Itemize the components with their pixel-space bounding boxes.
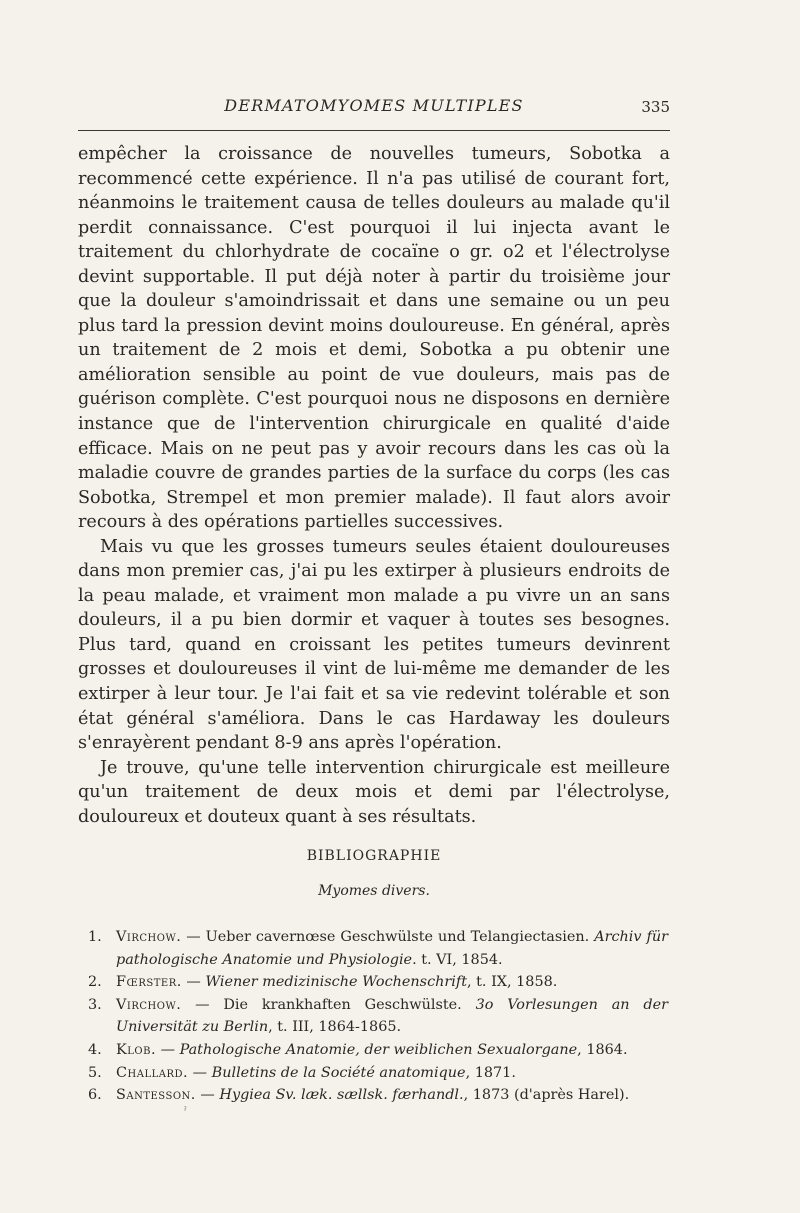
- entry-separator: —: [181, 974, 206, 991]
- entry-tail: , 1871.: [465, 1064, 516, 1081]
- entry-tail: , 1873 (d'après Harel).: [463, 1087, 630, 1104]
- entry-number: 1.: [88, 929, 102, 945]
- running-title: DERMATOMYOMES MULTIPLES: [224, 96, 524, 115]
- entry-work: Pathologische Anatomie, der weiblichen Sexualorgane: [179, 1041, 578, 1058]
- bibliography-entry: [88, 1039, 668, 1062]
- header-rule: [78, 130, 670, 131]
- bibliography-entry: [88, 994, 668, 1039]
- entry-work: Hygiea Sv. læk. sællsk. færhandl.: [219, 1087, 464, 1104]
- bibliography-entry: [88, 926, 668, 971]
- page-number: 335: [641, 98, 670, 116]
- bibliography-list: [88, 926, 668, 1107]
- entry-work: 3o Vorlesungen an der Universität zu Berlin: [116, 996, 669, 1036]
- paragraph: Je trouve, qu'une telle intervention chirurgicale est meilleure qu'un traitement de deux mois et demi par l'électrolyse, douloureux et douteux quant à ses résultats.: [78, 757, 670, 827]
- bibliography-subheading: Myomes divers.: [318, 883, 430, 899]
- entry-separator: —: [181, 929, 206, 945]
- entry-separator: —: [181, 996, 224, 1013]
- entry-text: Die krankhaften Geschwülste.: [223, 996, 476, 1013]
- entry-work: Bulletins de la Société anatomique: [211, 1064, 466, 1081]
- entry-author: Challard.: [116, 1064, 189, 1081]
- bibliography-heading: BIBLIOGRAPHIE: [306, 848, 442, 864]
- entry-author: Klob.: [116, 1041, 157, 1058]
- entry-number: 2.: [88, 974, 102, 991]
- entry-author: Virchow.: [116, 996, 182, 1013]
- entry-separator: —: [188, 1064, 212, 1081]
- bibliography-entry: [88, 971, 668, 994]
- page-header: [78, 92, 670, 122]
- stray-ink-mark: ˀ: [184, 1106, 187, 1117]
- entry-separator: —: [195, 1087, 220, 1104]
- entry-tail: , t. III, 1864-1865.: [268, 1019, 402, 1036]
- entry-tail: . t. VI, 1854.: [412, 951, 503, 968]
- entry-author: Santesson.: [116, 1087, 196, 1104]
- bibliography-entry: [88, 1084, 668, 1107]
- entry-tail: , t. IX, 1858.: [466, 974, 558, 991]
- entry-text: Ueber cavernœse Geschwülste und Telangiectasien.: [205, 929, 595, 945]
- entry-author: Virchow.: [116, 929, 182, 945]
- bibliography-entry: [88, 1062, 668, 1085]
- entry-number: 3.: [88, 996, 102, 1013]
- body-text: [78, 142, 670, 829]
- entry-separator: —: [156, 1041, 180, 1058]
- entry-number: 6.: [88, 1087, 102, 1104]
- paragraph: empêcher la croissance de nouvelles tumeurs, Sobotka a recommencé cette expérience. Il n'a pas utilisé de courant fort, néanmoins le traitement causa de telles douleurs au malade qu'il perdit connaissance. C'est pourquoi il lui injecta avant le traitement du chlorhydrate de cocaïne o gr. o2 et l'électrolyse devint supportable. Il put déjà noter à partir du troisième jour que la douleur s'amoindrissait et dans une semaine ou un peu plus tard la pression devint moins douloureuse. En général, après un traitement de 2 mois et demi, Sobotka a pu obtenir une amélioration sensible au point de vue douleurs, mais pas de guérison complète. C'est pourquoi nous ne disposons en dernière instance que de l'intervention chirurgicale en qualité d'aide efficace. Mais on ne peut pas y avoir recours dans les cas où la maladie couvre de grandes parties de la surface du corps (les cas Sobotka, Strempel et mon premier malade). Il faut alors avoir recours à des opérations partielles successives.: [78, 144, 670, 533]
- entry-tail: , 1864.: [577, 1041, 628, 1058]
- entry-number: 4.: [88, 1041, 102, 1058]
- entry-author: Fœrster.: [116, 974, 182, 991]
- entry-work: Archiv für pathologische Anatomie und Physiologie: [116, 929, 668, 968]
- entry-work: Wiener medizinische Wochenschrift: [205, 974, 467, 991]
- entry-number: 5.: [88, 1064, 102, 1081]
- paragraph: Mais vu que les grosses tumeurs seules étaient douloureuses dans mon premier cas, j'ai pu les extirper à plusieurs endroits de la peau malade, et vraiment mon malade a pu vivre un an sans douleurs, il a pu bien dormir et vaquer à toutes ses besognes. Plus tard, quand en croissant les petites tumeurs devinrent grosses et douloureuses il vint de lui-même me demander de les extirper à leur tour. Je l'ai fait et sa vie redevint tolérable et son état général s'améliora. Dans le cas Hardaway les douleurs s'enrayèrent pendant 8-9 ans après l'opération.: [78, 536, 670, 754]
